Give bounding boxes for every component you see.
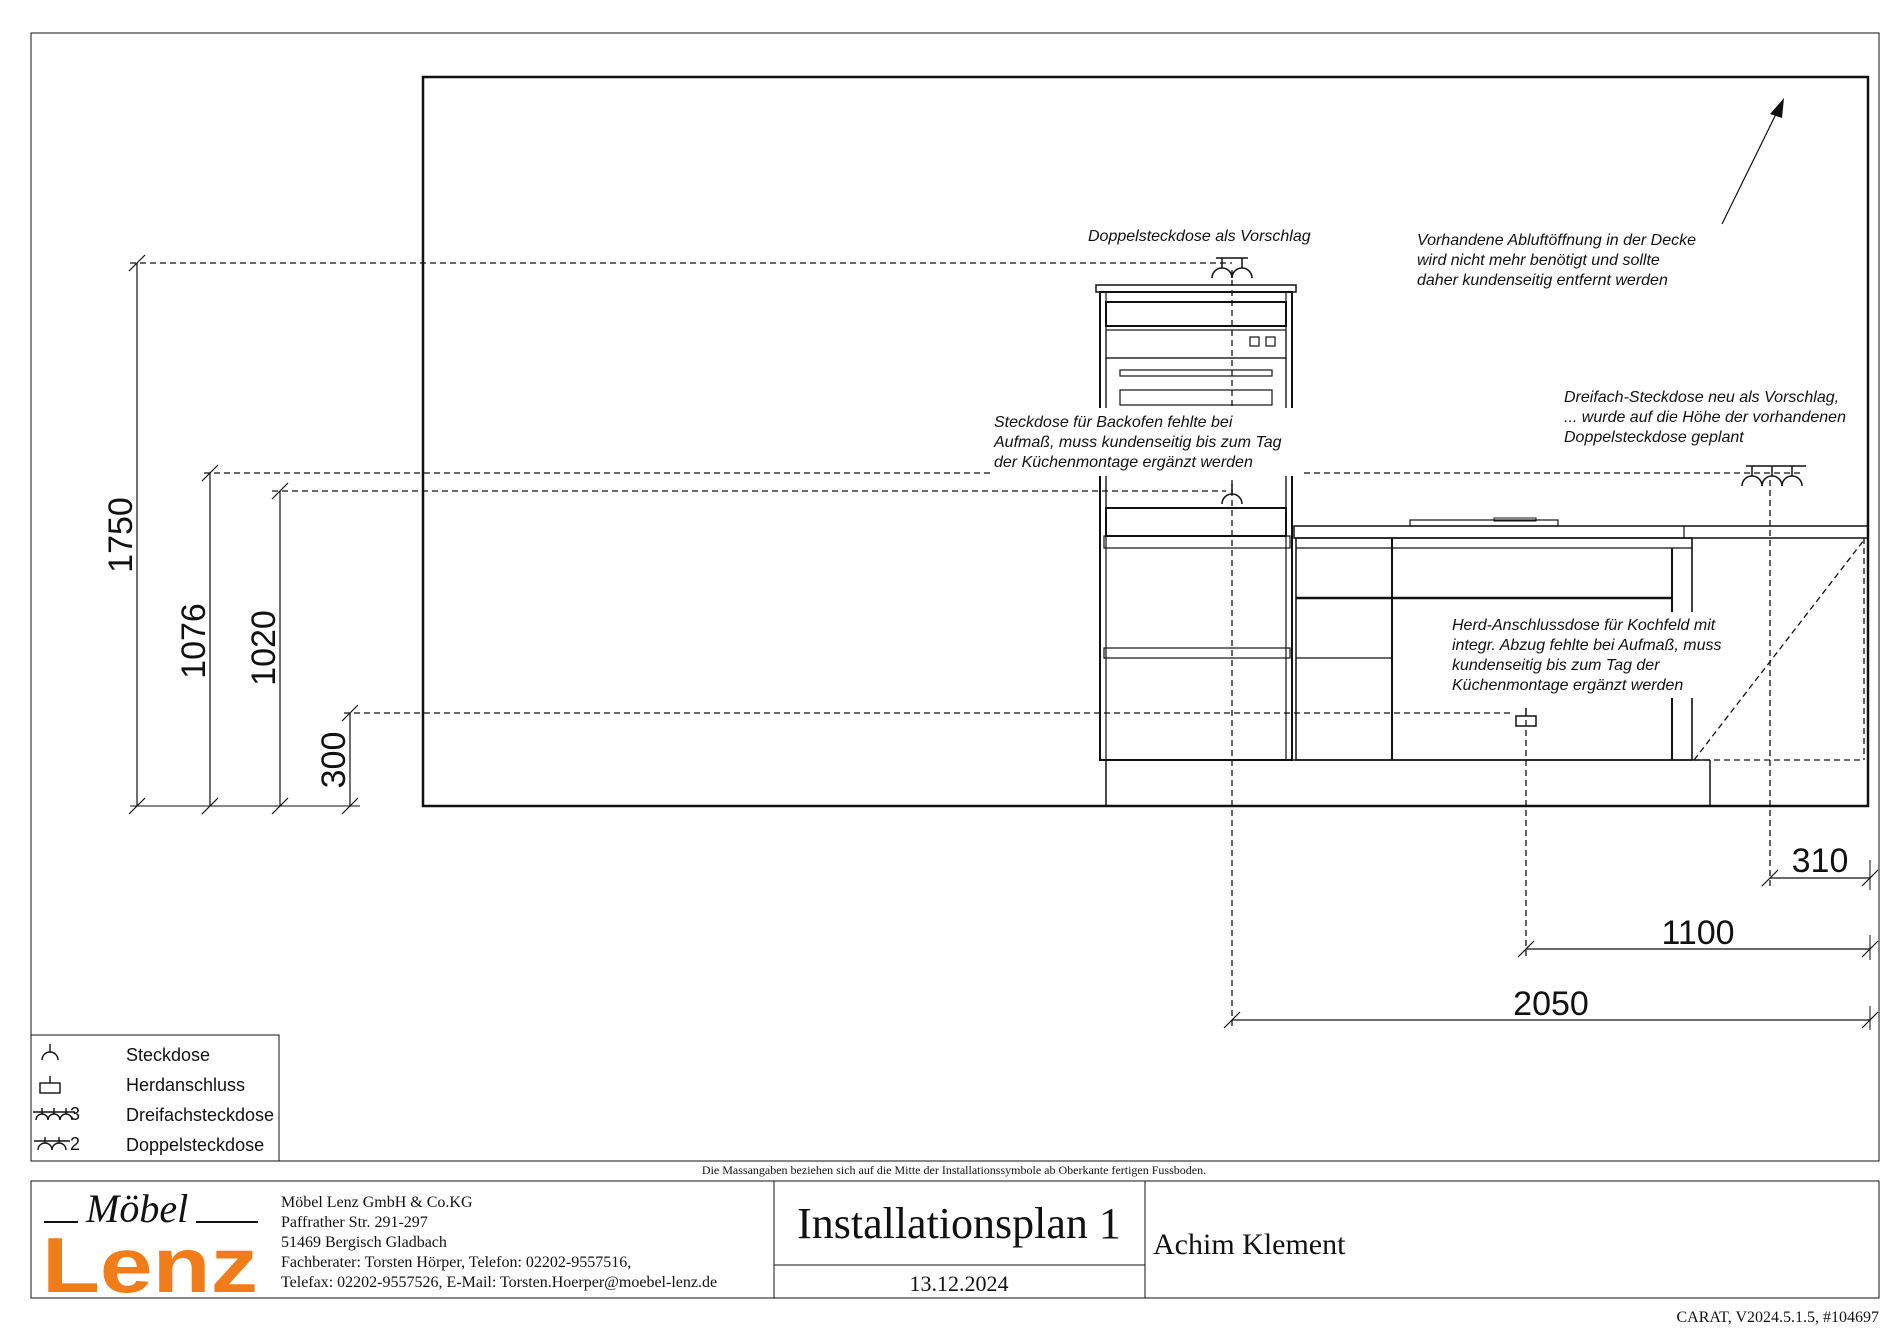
svg-text:Telefax: 02202-9557526, E-Mail: Telefax: 02202-9557526, E-Mail: Torsten.Hoerper@moebel-lenz.de <box>281 1274 718 1291</box>
legend-label-doppel: Doppelsteckdose <box>126 1135 265 1155</box>
svg-text:Vorhandene Abluftöffnung in de: Vorhandene Abluftöffnung in der Decke <box>1417 232 1697 249</box>
oven-knob-icon <box>1266 337 1275 346</box>
annotation-doppel-vorschlag: Doppelsteckdose als Vorschlag <box>1088 228 1311 245</box>
svg-text:integr. Abzug fehlte bei Aufma: integr. Abzug fehlte bei Aufmaß, muss <box>1452 637 1722 654</box>
svg-text:Fachberater: Torsten Hörper, T: Fachberater: Torsten Hörper, Telefon: 02202-9557516, <box>281 1254 632 1271</box>
vertical-dimensions <box>129 255 360 814</box>
svg-text:Doppelsteckdose geplant: Doppelsteckdose geplant <box>1564 429 1744 446</box>
doppelsteckdose-icon <box>1212 258 1252 278</box>
svg-text:Möbel Lenz GmbH & Co.KG: Möbel Lenz GmbH & Co.KG <box>281 1194 473 1211</box>
abluft-arrow <box>1722 110 1778 224</box>
svg-text:Dreifach-Steckdose neu als Vor: Dreifach-Steckdose neu als Vorschlag, <box>1564 389 1840 406</box>
annotation-dreifach <box>1564 389 1846 446</box>
herdanschluss-icon <box>40 1076 60 1093</box>
customer-name: Achim Klement <box>1153 1228 1346 1261</box>
legend-label-herdanschluss: Herdanschluss <box>126 1075 246 1095</box>
dim-1020-label: 1020 <box>245 610 283 686</box>
svg-text:51469 Bergisch Gladbach: 51469 Bergisch Gladbach <box>281 1234 447 1251</box>
doppel-icon <box>34 1137 70 1150</box>
legend <box>31 1035 279 1161</box>
legend-label-dreifach: Dreifachsteckdose <box>126 1105 275 1125</box>
plan-date: 13.12.2024 <box>909 1271 1009 1296</box>
svg-text:Herd-Anschlussdose für Kochfel: Herd-Anschlussdose für Kochfeld mit <box>1452 617 1716 634</box>
svg-text:Lenz: Lenz <box>42 1221 258 1309</box>
svg-text:Möbel: Möbel <box>86 1186 189 1231</box>
svg-text:Aufmaß, muss kundenseitig bis: Aufmaß, muss kundenseitig bis zum Tag <box>994 434 1282 451</box>
dim-1750-label: 1750 <box>102 497 140 573</box>
dim-300-label: 300 <box>315 731 353 789</box>
software-version: CARAT, V2024.5.1.5, #104697 <box>1676 1309 1879 1326</box>
svg-text:wird nicht mehr benötigt und s: wird nicht mehr benötigt und sollte <box>1417 252 1660 269</box>
svg-text:Paffrather Str. 291-297: Paffrather Str. 291-297 <box>281 1214 428 1231</box>
annotation-abluft <box>1417 232 1696 289</box>
dreifach-icon <box>33 1108 75 1120</box>
dim-310-label: 310 <box>1791 842 1849 880</box>
oven-knob-icon <box>1250 337 1259 346</box>
company-logo <box>42 1186 258 1309</box>
legend-count-2: 2 <box>70 1134 81 1154</box>
svg-text:kundenseitig bis zum Tag der: kundenseitig bis zum Tag der <box>1452 657 1660 674</box>
svg-text:daher kundenseitig entfernt we: daher kundenseitig entfernt werden <box>1417 272 1668 289</box>
legend-count-3: 3 <box>70 1104 81 1124</box>
svg-text:Küchenmontage ergänzt werden: Küchenmontage ergänzt werden <box>1452 677 1684 694</box>
countertop <box>1294 526 1868 538</box>
svg-text:Steckdose für Backofen fehlte: Steckdose für Backofen fehlte bei <box>994 414 1233 431</box>
dim-1100-label: 1100 <box>1661 914 1735 952</box>
company-info <box>281 1194 717 1291</box>
dim-1076-label: 1076 <box>175 603 213 679</box>
steckdose-icon <box>42 1044 58 1060</box>
plan-title: Installationsplan 1 <box>797 1199 1121 1248</box>
legend-label-steckdose: Steckdose <box>126 1045 211 1065</box>
svg-text:... wurde auf die Höhe der vor: ... wurde auf die Höhe der vorhandenen <box>1564 409 1846 426</box>
dim-2050-label: 2050 <box>1513 985 1589 1023</box>
footer-note: Die Massangaben beziehen sich auf die Mitte der Installationssymbole ab Oberkante fertigen Fussboden. <box>701 1163 1207 1177</box>
svg-text:der Küchenmontage ergänzt werd: der Küchenmontage ergänzt werden <box>994 454 1253 471</box>
tall-cabinet <box>1096 285 1296 760</box>
dreifachsteckdose-icon <box>1742 466 1806 486</box>
arrow-head-icon <box>1770 98 1784 118</box>
